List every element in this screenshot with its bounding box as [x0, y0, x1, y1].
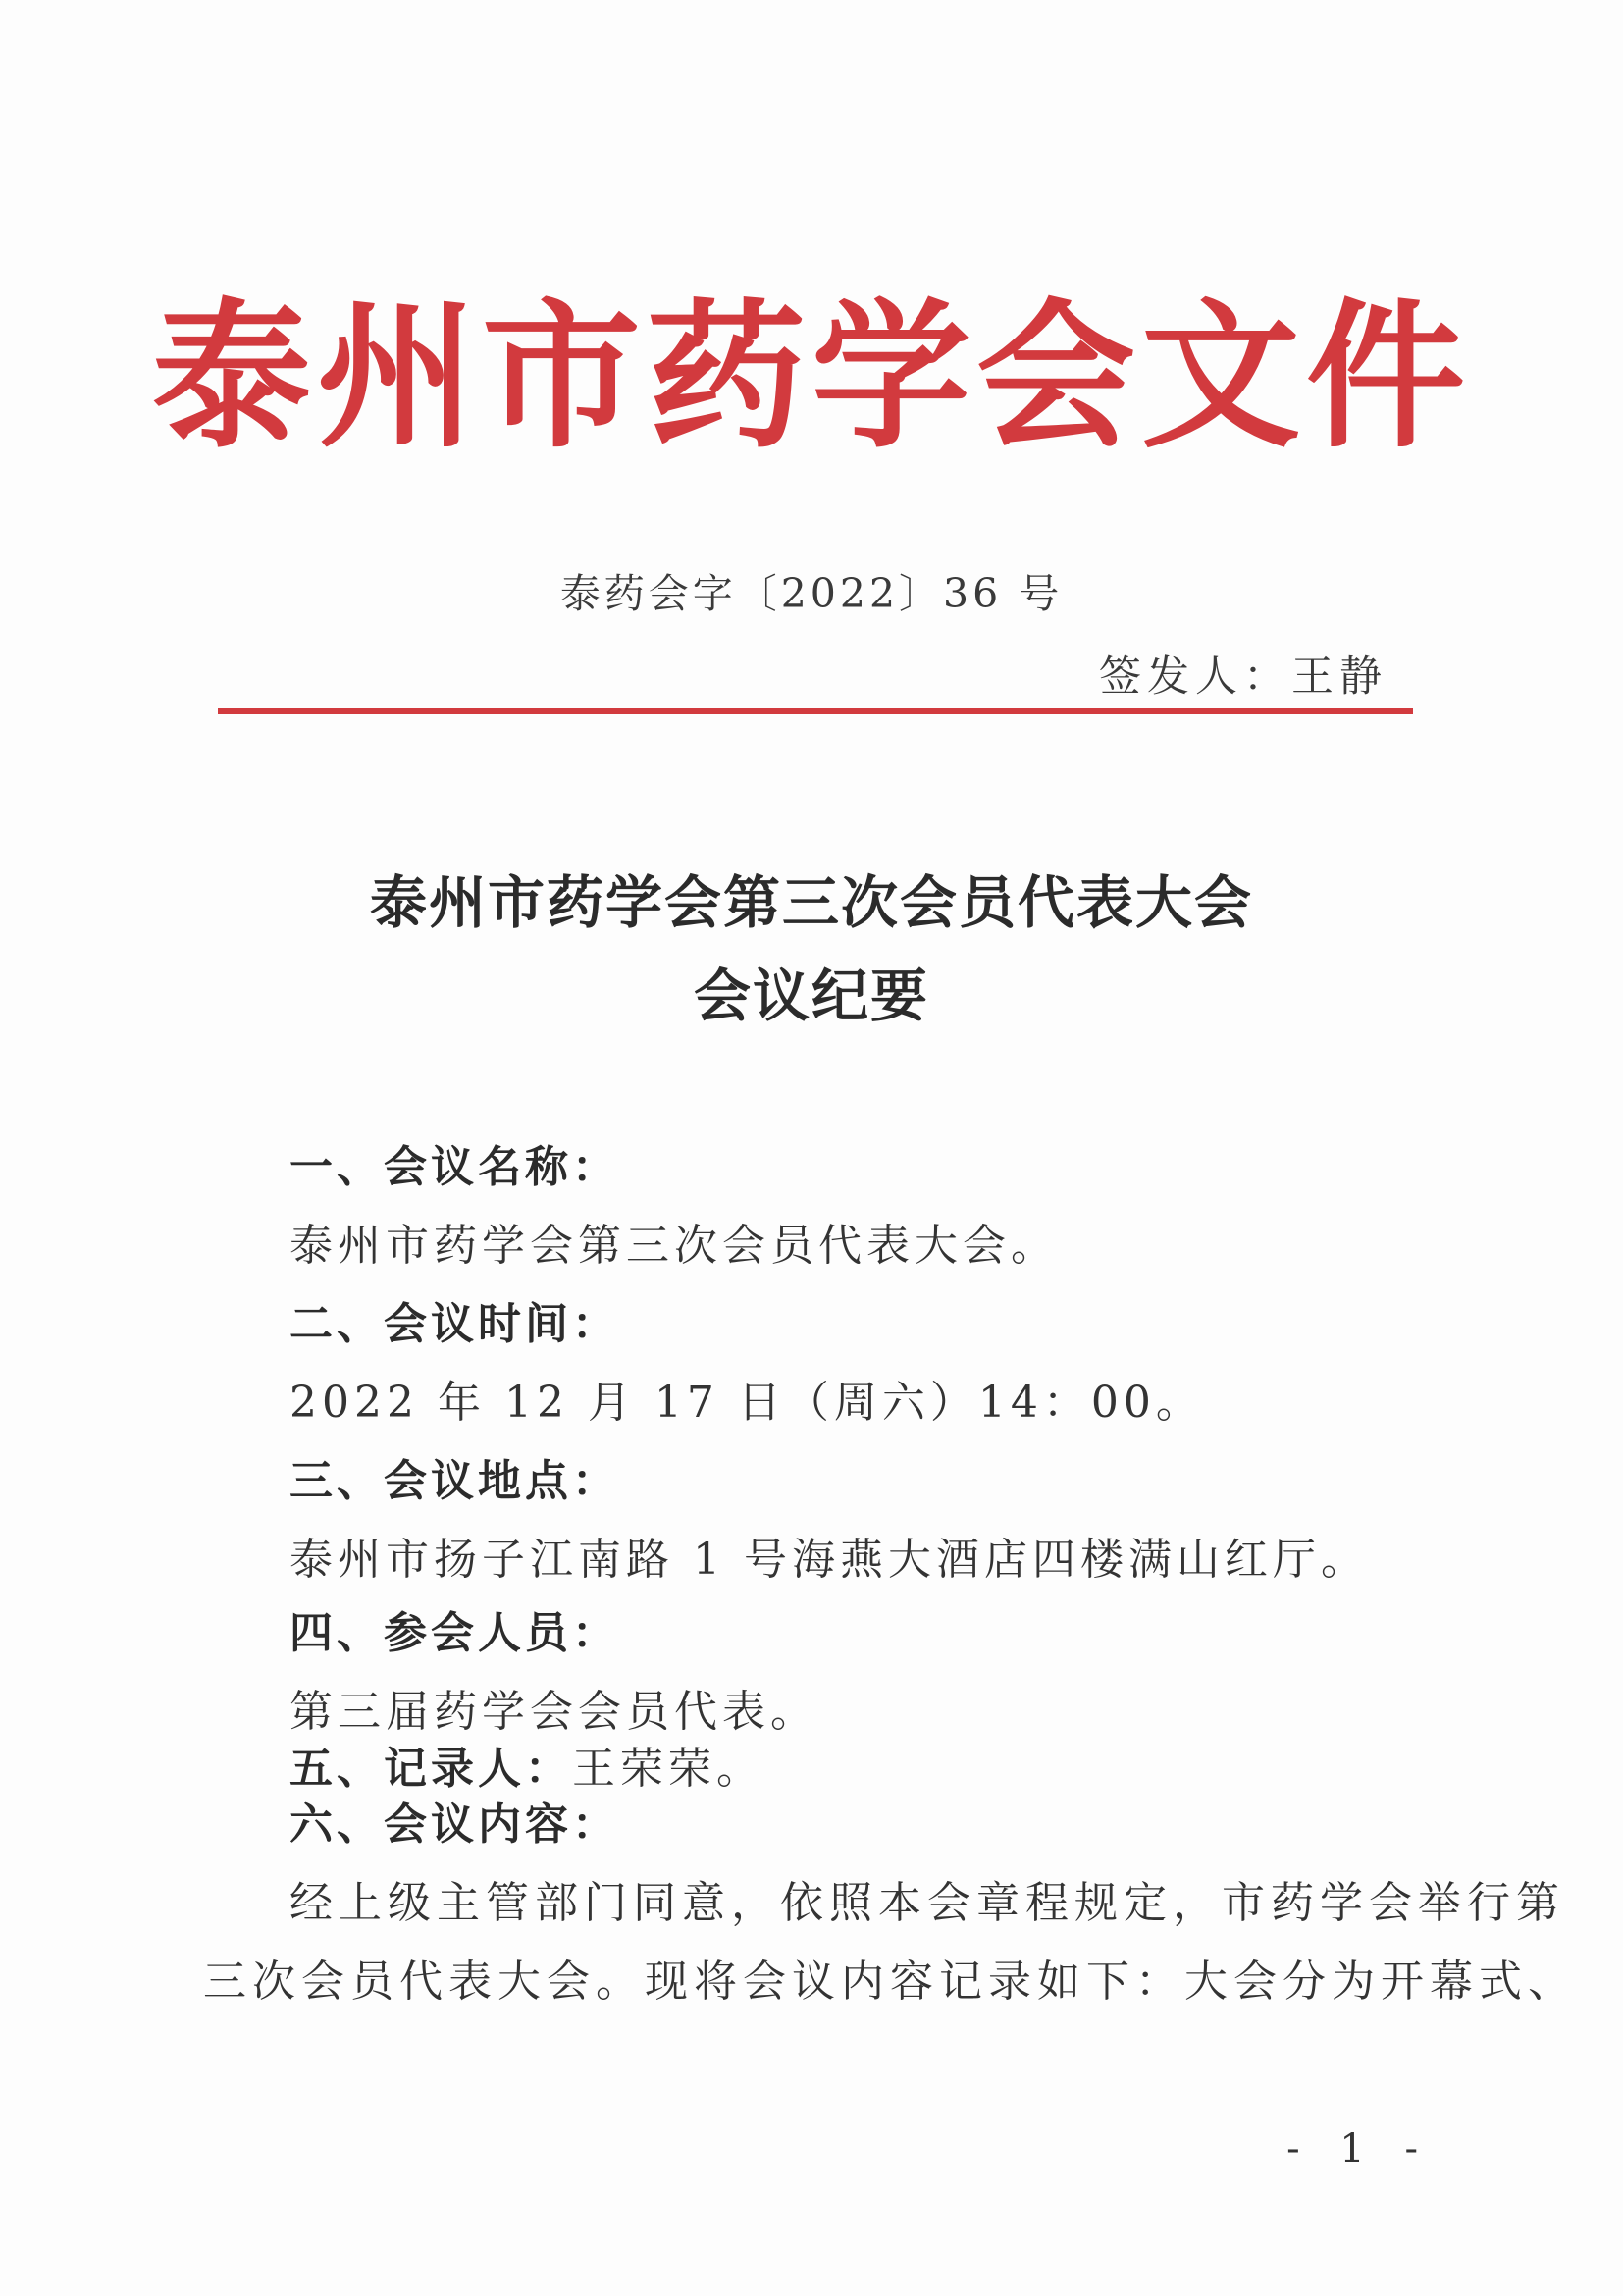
red-divider-rule	[218, 708, 1413, 714]
section-6-body-line-2: 三次会员代表大会。现将会议内容记录如下：大会分为开幕式、	[203, 1957, 1577, 2007]
section-2-body: 2022 年 12 月 17 日（周六）14：00。	[289, 1378, 1204, 1428]
document-number: 泰药会字〔2022〕36 号	[559, 570, 1064, 617]
page-number: - 1 -	[1286, 2126, 1432, 2171]
document-title-line-1: 泰州市药学会第三次会员代表大会	[369, 869, 1253, 936]
document-title-line-2: 会议纪要	[693, 963, 929, 1029]
section-6-body-line-1: 经上级主管部门同意，依照本会章程规定，市药学会举行第	[289, 1878, 1565, 1928]
section-4-heading: 四、参会人员：	[289, 1608, 619, 1658]
section-6-heading: 六、会议内容：	[289, 1800, 619, 1850]
section-2-heading: 二、会议时间：	[289, 1299, 619, 1349]
section-1-heading: 一、会议名称：	[289, 1142, 619, 1192]
section-3-body: 泰州市扬子江南路 1 号海燕大酒店四楼满山红厅。	[289, 1535, 1369, 1585]
org-header-title: 泰州市药学会文件	[152, 286, 1471, 470]
section-5-line	[289, 1740, 764, 1799]
section-3-heading: 三、会议地点：	[289, 1456, 619, 1506]
section-5-body: 王荣荣。	[572, 1744, 764, 1794]
signer-line: 签发人：王静	[1099, 652, 1387, 702]
section-5-heading: 五、记录人：	[289, 1744, 572, 1794]
section-4-body: 第三届药学会会员代表。	[289, 1687, 818, 1737]
section-1-body: 泰州市药学会第三次会员代表大会。	[289, 1221, 1059, 1271]
